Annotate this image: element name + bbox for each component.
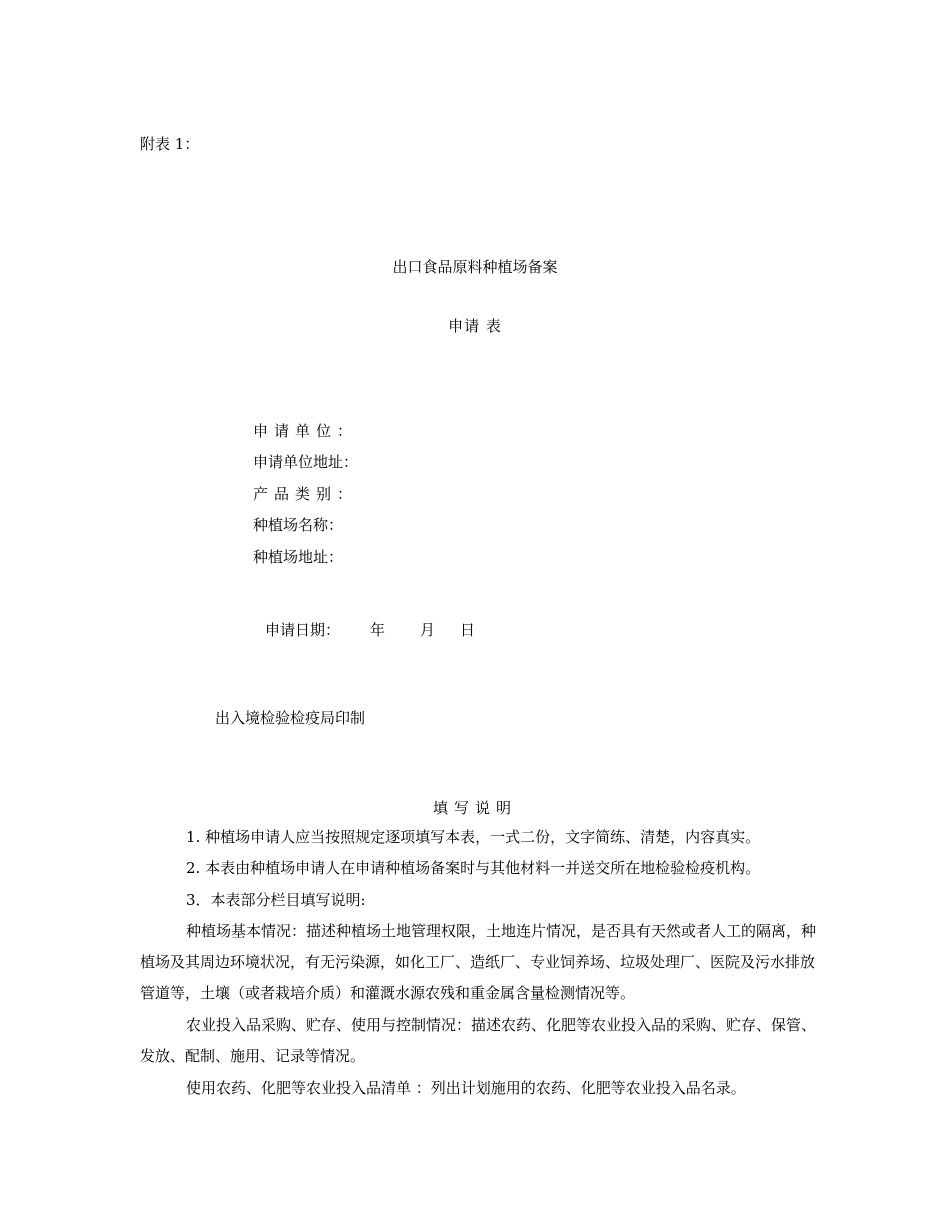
instruction-paragraph-inputs-control: 农业投入品采购、贮存、使用与控制情况：描述农药、化肥等农业投入品的采购、贮存、保管、发放、配制、施用、记录等情况。 — [140, 1016, 817, 1065]
field-farm-name: 种植场名称： — [253, 516, 344, 534]
instructions-title: 填写说明 — [432, 799, 517, 817]
form-title: 出口食品原料种植场备案 — [392, 258, 558, 276]
instruction-item-1: 1. 种植场申请人应当按照规定逐项填写本表，一式二份，文字简练、清楚，内容真实。 — [186, 828, 761, 846]
printer-label: 出入境检验检疫局印制 — [215, 709, 366, 727]
date-day: 日 — [460, 621, 476, 639]
field-product-category: 产品类别： — [253, 485, 359, 503]
field-applicant-address: 申请单位地址： — [253, 453, 359, 471]
date-month: 月 — [420, 621, 436, 639]
field-applicant-unit: 申请单位： — [253, 422, 359, 440]
attachment-label: 附表 1： — [140, 135, 200, 153]
date-year: 年 — [370, 621, 386, 639]
form-subtitle: 申请 表 — [448, 317, 502, 335]
instruction-paragraph-inputs-list: 使用农药、化肥等农业投入品清单 ：列出计划施用的农药、化肥等农业投入品名录。 — [186, 1079, 746, 1097]
instruction-item-2: 2. 本表由种植场申请人在申请种植场备案时与其他材料一并送交所在地检验检疫机构。 — [186, 859, 761, 877]
field-farm-address: 种植场地址： — [253, 548, 344, 566]
date-label: 申请日期： — [265, 621, 341, 639]
application-date-row — [265, 619, 475, 640]
instruction-item-3: 3．本表部分栏目填写说明: — [186, 891, 366, 909]
instruction-paragraph-farm-basics: 种植场基本情况：描述种植场土地管理权限，土地连片情况，是否具有天然或者人工的隔离，种植场及其周边环境状况，有无污染源，如化工厂、造纸厂、专业饲养场、垃圾处理厂、医院及污水排放管道等，土壤（或者栽培介质）和灌溉水源农残和重金属含量检测情况等。 — [140, 922, 817, 1002]
